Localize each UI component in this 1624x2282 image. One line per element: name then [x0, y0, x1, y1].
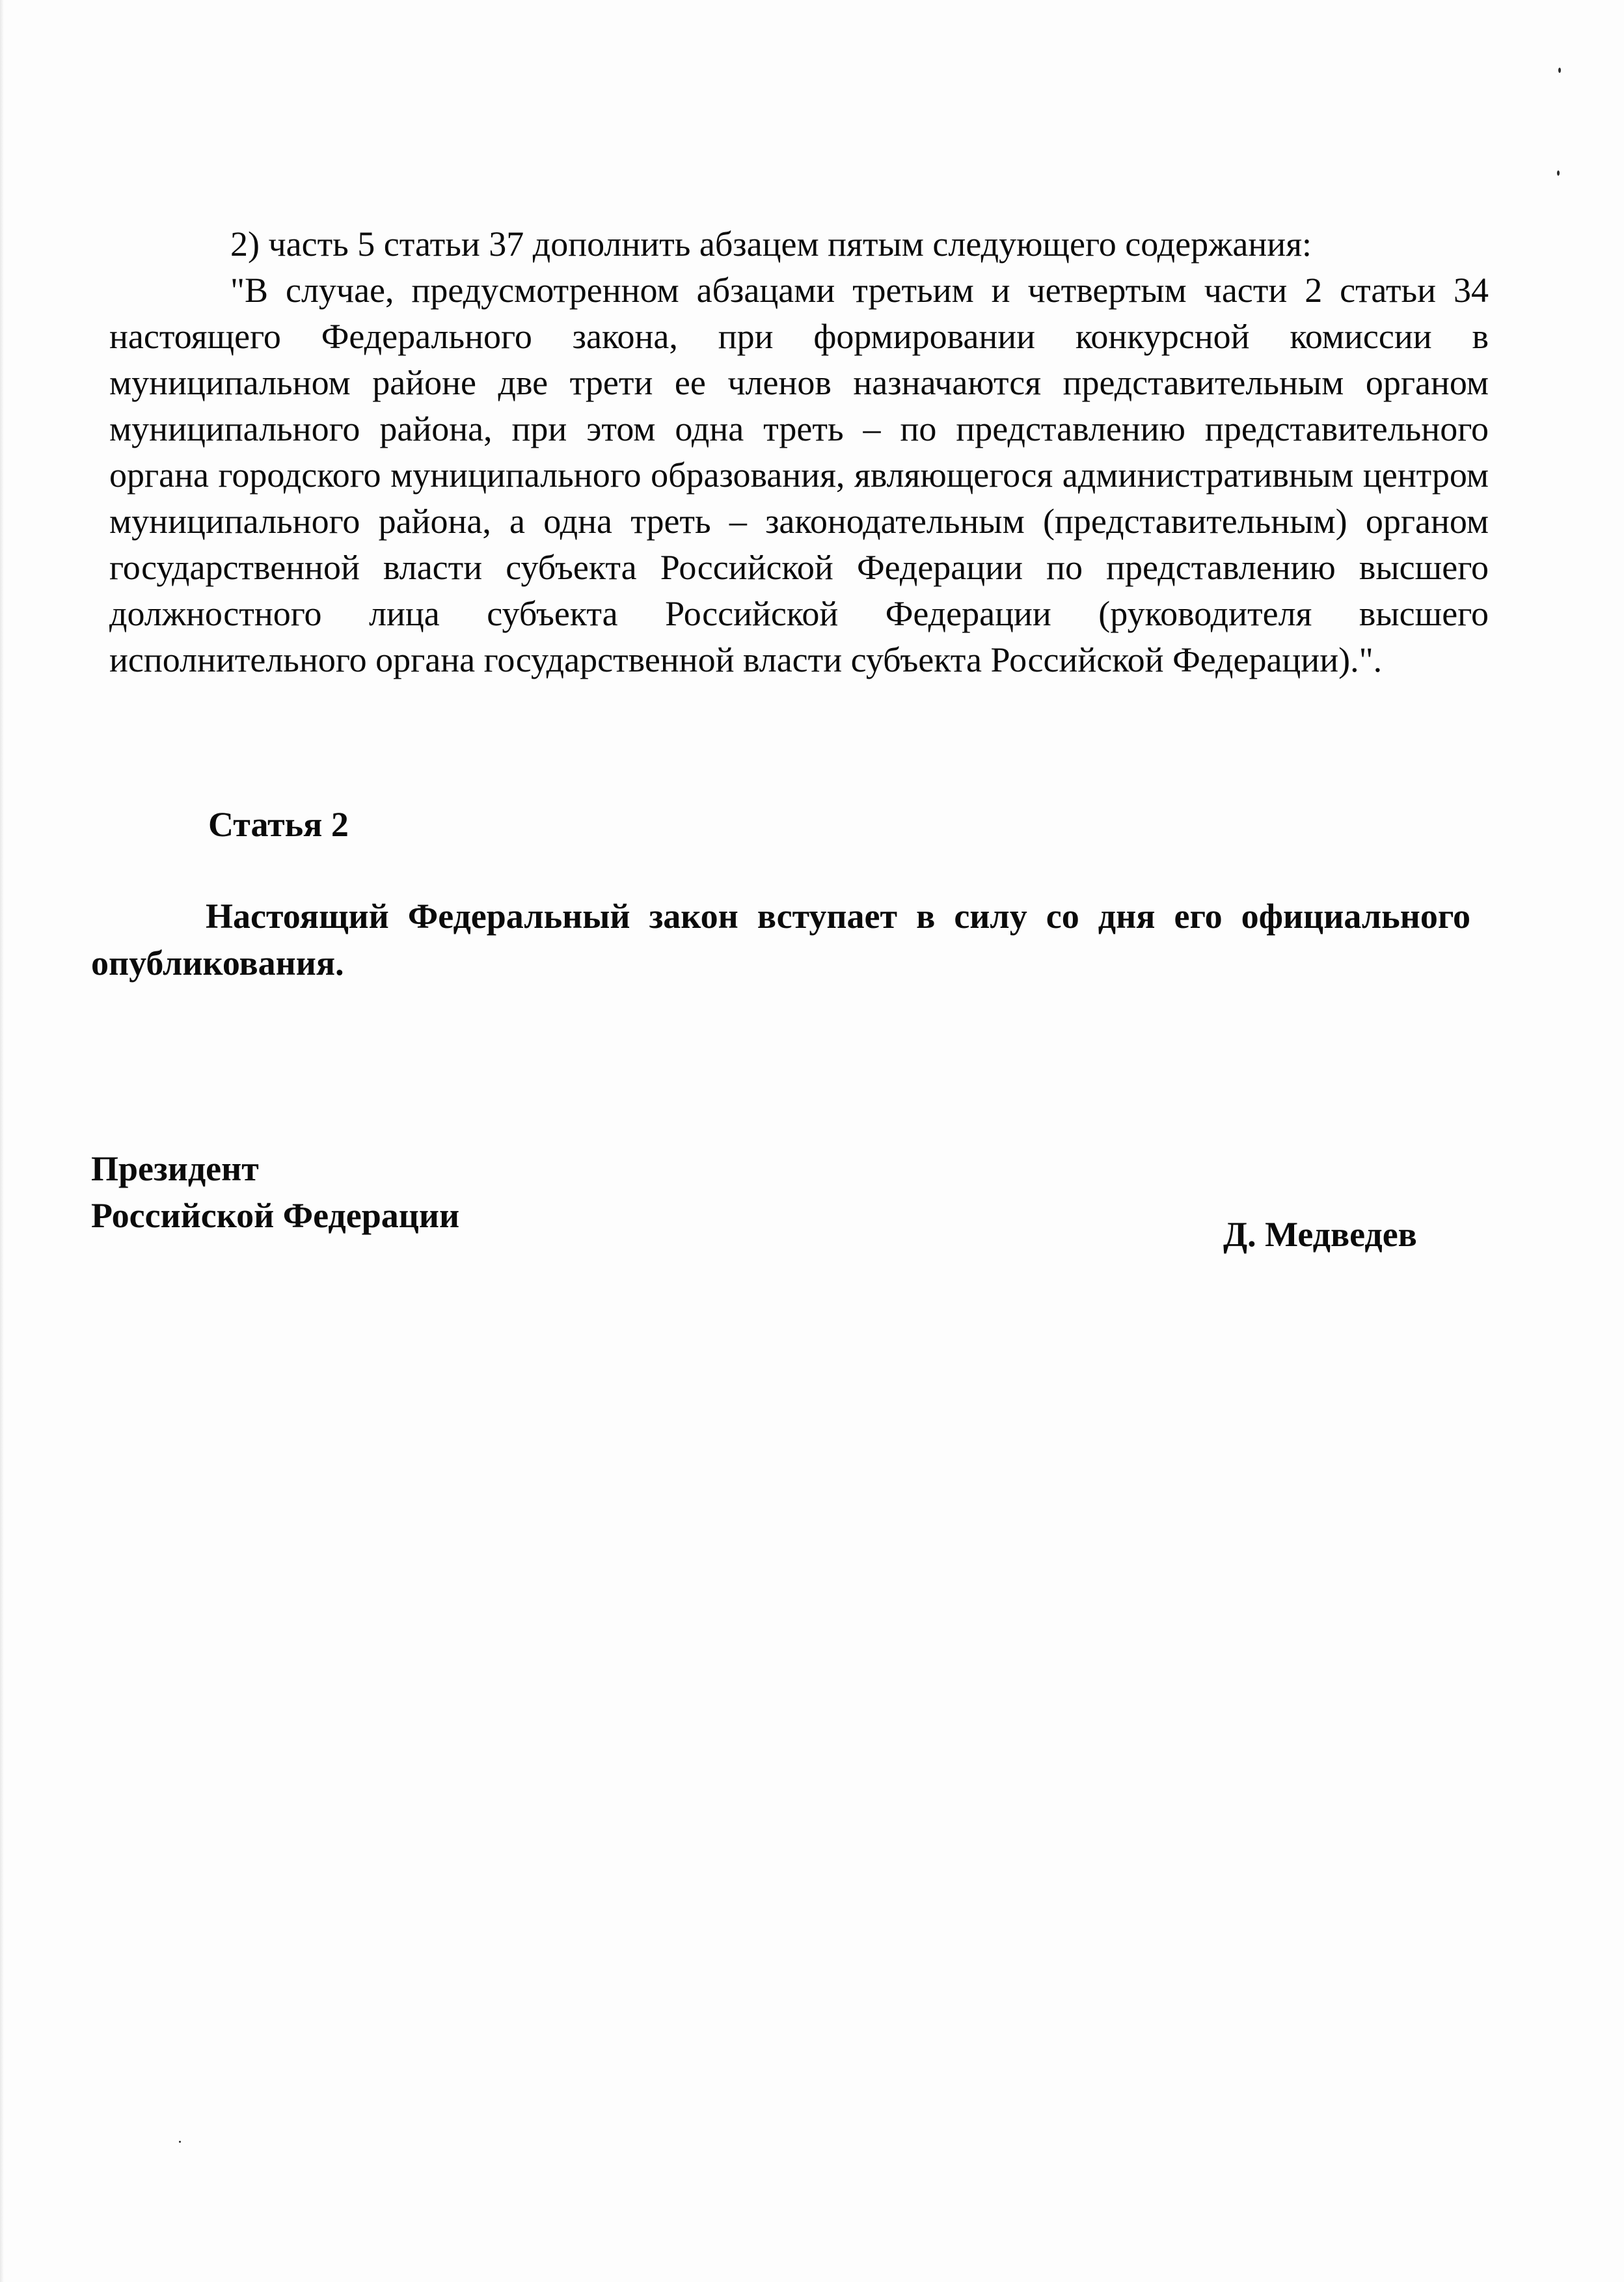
signature-title-line2: Российской Федерации [91, 1196, 460, 1235]
article2-heading: Статья 2 [208, 805, 349, 844]
item2-quoted-text: "В случае, предусмотренном абзацами третьим и четвертым части 2 статьи 34 настоящего Федерального закона, при формировании конкурсной комиссии в муниципальном районе две трети ее членов назначаются представительным органом муниципального района, при этом одна треть – по представлению представительного органа городского муниципального образования, являющегося административным центром муниципального района, а одна треть – законодательным (представительным) органом государственной власти субъекта Российской Федерации по представлению высшего должностного лица субъекта Российской Федерации (руководителя высшего исполнительного органа государственной власти субъекта Российской Федерации).". [109, 271, 1489, 679]
signature-title-line1: Президент [91, 1149, 259, 1188]
item2-intro: 2) часть 5 статьи 37 дополнить абзацем пятым следующего содержания: [230, 224, 1312, 264]
scan-speck [1558, 68, 1561, 73]
scan-speck [179, 2141, 181, 2143]
article2-text: Настоящий Федеральный закон вступает в силу со дня его официального опубликования. [91, 897, 1470, 983]
scan-edge-shadow [0, 0, 4, 2282]
signature-name: Д. Медведев [1223, 1215, 1417, 1254]
signature-title [91, 1145, 459, 1239]
scan-speck [1557, 170, 1560, 176]
article1-item2-block [109, 221, 1489, 683]
